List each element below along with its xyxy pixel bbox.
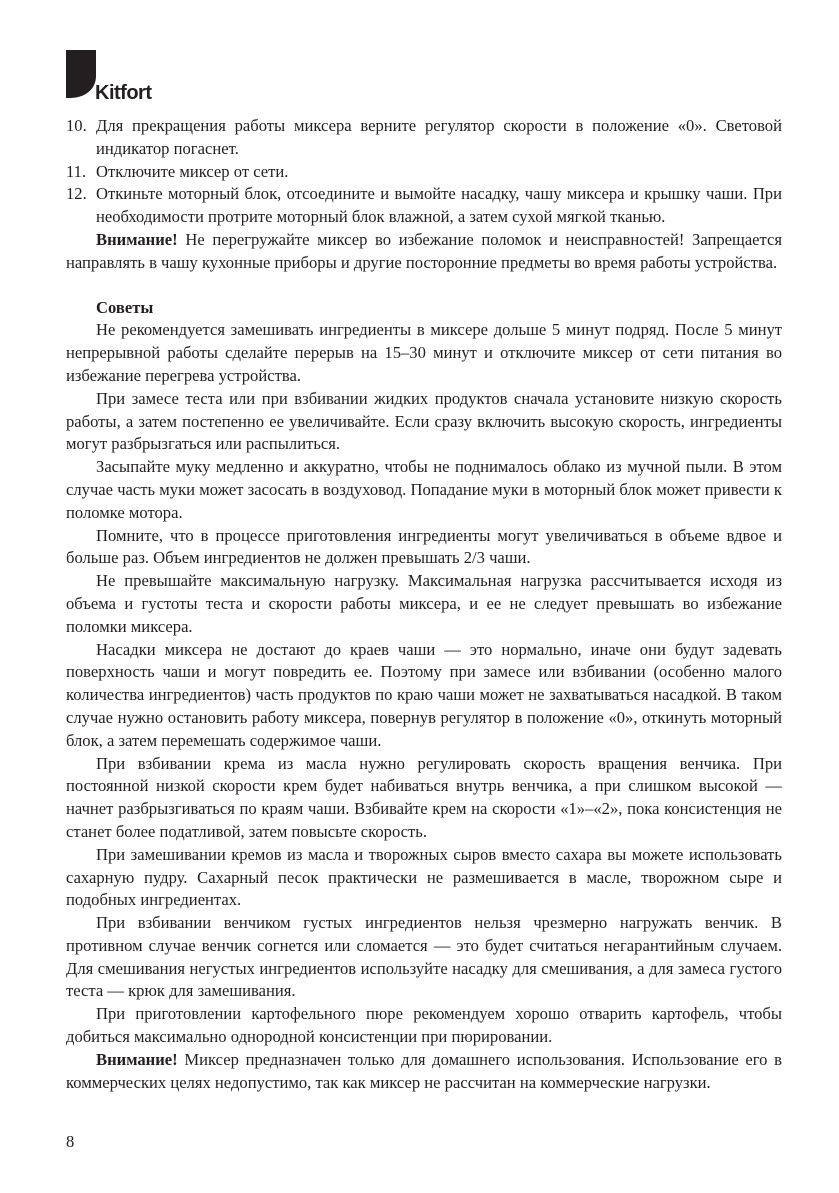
tip-paragraph: При приготовлении картофельного пюре рекомендуем хорошо отварить картофель, чтобы добиться максимально однородной консистенции при пюрировании. [66, 1004, 782, 1047]
step-text: Отключите миксер от сети. [96, 161, 289, 181]
warning-paragraph [66, 1049, 782, 1095]
document-body [66, 115, 782, 1094]
step-text: Откиньте моторный блок, отсоедините и вымойте насадку, чашу миксера и крышку чаши. При необходимости протрите моторный блок влажной, а затем сухой мягкой тканью. [96, 184, 782, 227]
tip-paragraph: При взбивании крема из масла нужно регулировать скорость вращения венчика. При постоянной низкой скорости крем будет набиваться внутрь венчика, а при слишком высокой — начнет разбрызгиваться по краям чаши. Взбивайте крем на скорости «1»–«2», пока консистенция не станет более податливой, затем повысьте скорость. [66, 753, 782, 841]
step-number: 11. [66, 161, 87, 181]
step-number: 12. [66, 184, 87, 204]
warning-text: Не перегружайте миксер во избежание поломок и неисправностей! Запрещается направлять в чашу кухонные приборы и другие посторонние предметы во время работы устройства. [66, 229, 782, 272]
tip-paragraph: Засыпайте муку медленно и аккуратно, чтобы не поднималось облако из мучной пыли. В этом случае часть муки может засосать в воздуховод. Попадание муки в моторный блок может привести к поломке мотора. [66, 457, 782, 522]
step-text: Для прекращения работы миксера верните регулятор скорости в положение «0». Световой индикатор погаснет. [96, 116, 782, 158]
tip-paragraph: Не рекомендуется замешивать ингредиенты в миксере дольше 5 минут подряд. После 5 минут непрерывной работы сделайте перерыв на 15–30 минут и отключите миксер от сети питания во избежание перегрева устройства. [66, 320, 782, 385]
tip-paragraph: При замешивании кремов из масла и творожных сыров вместо сахара вы можете использовать сахарную пудру. Сахарный песок практически не размешивается в масле, творожном сыре и подобных ингредиентах. [66, 844, 782, 910]
page-number: 8 [66, 1132, 75, 1151]
step-item [66, 161, 782, 184]
tip-paragraph: При замесе теста или при взбивании жидких продуктов сначала установите низкую скорость работы, а затем постепенно ее увеличивайте. Если сразу включить высокую скорость, ингредиенты могут разбрызгаться или распылиться. [66, 388, 782, 454]
tip-paragraph: Насадки миксера не достают до краев чаши — это нормально, иначе они будут задевать поверхность чаши и могут повредить ее. Поэтому при замесе или взбивании (особенно малого количества ингредиентов) часть продуктов по краю чаши может не захватываться насадкой. В таком случае нужно остановить работу миксера, повернув регулятор в положение «0», откинуть моторный блок, а затем перемешать содержимое чаши. [66, 639, 782, 750]
tip-paragraph: Не превышайте максимальную нагрузку. Максимальная нагрузка рассчитывается исходя из объема и густоты теста и скорости работы миксера, и ее не следует превышать во избежание поломки миксера. [66, 571, 782, 636]
warning-label: Внимание! [96, 229, 178, 249]
kitfort-logo-icon [66, 50, 96, 100]
step-item [66, 115, 782, 161]
warning-label: Внимание! [96, 1049, 178, 1069]
step-number: 10. [66, 116, 87, 135]
tip-paragraph: Помните, что в процессе приготовления ингредиенты могут увеличиваться в объеме вдвое и больше раз. Объем ингредиентов не должен превышать 2/3 чаши. [66, 525, 782, 568]
page-header [66, 50, 266, 106]
step-item [66, 183, 782, 229]
section-gap [66, 275, 782, 297]
tip-paragraph: При взбивании венчиком густых ингредиентов нельзя чрезмерно нагружать венчик. В противном случае венчик согнется или сломается — это будет считаться негарантийным случаем. Для смешивания негустых ингредиентов используйте насадку для смешивания, а для замеса густого теста — крюк для замешивания. [66, 913, 782, 1001]
warning-text: Миксер предназначен только для домашнего использования. Использование его в коммерческих целях недопустимо, так как миксер не рассчитан на коммерческие нагрузки. [66, 1049, 782, 1092]
tips-heading: Советы [96, 297, 154, 317]
warning-paragraph [66, 229, 782, 275]
brand-name: Kitfort [95, 82, 152, 104]
